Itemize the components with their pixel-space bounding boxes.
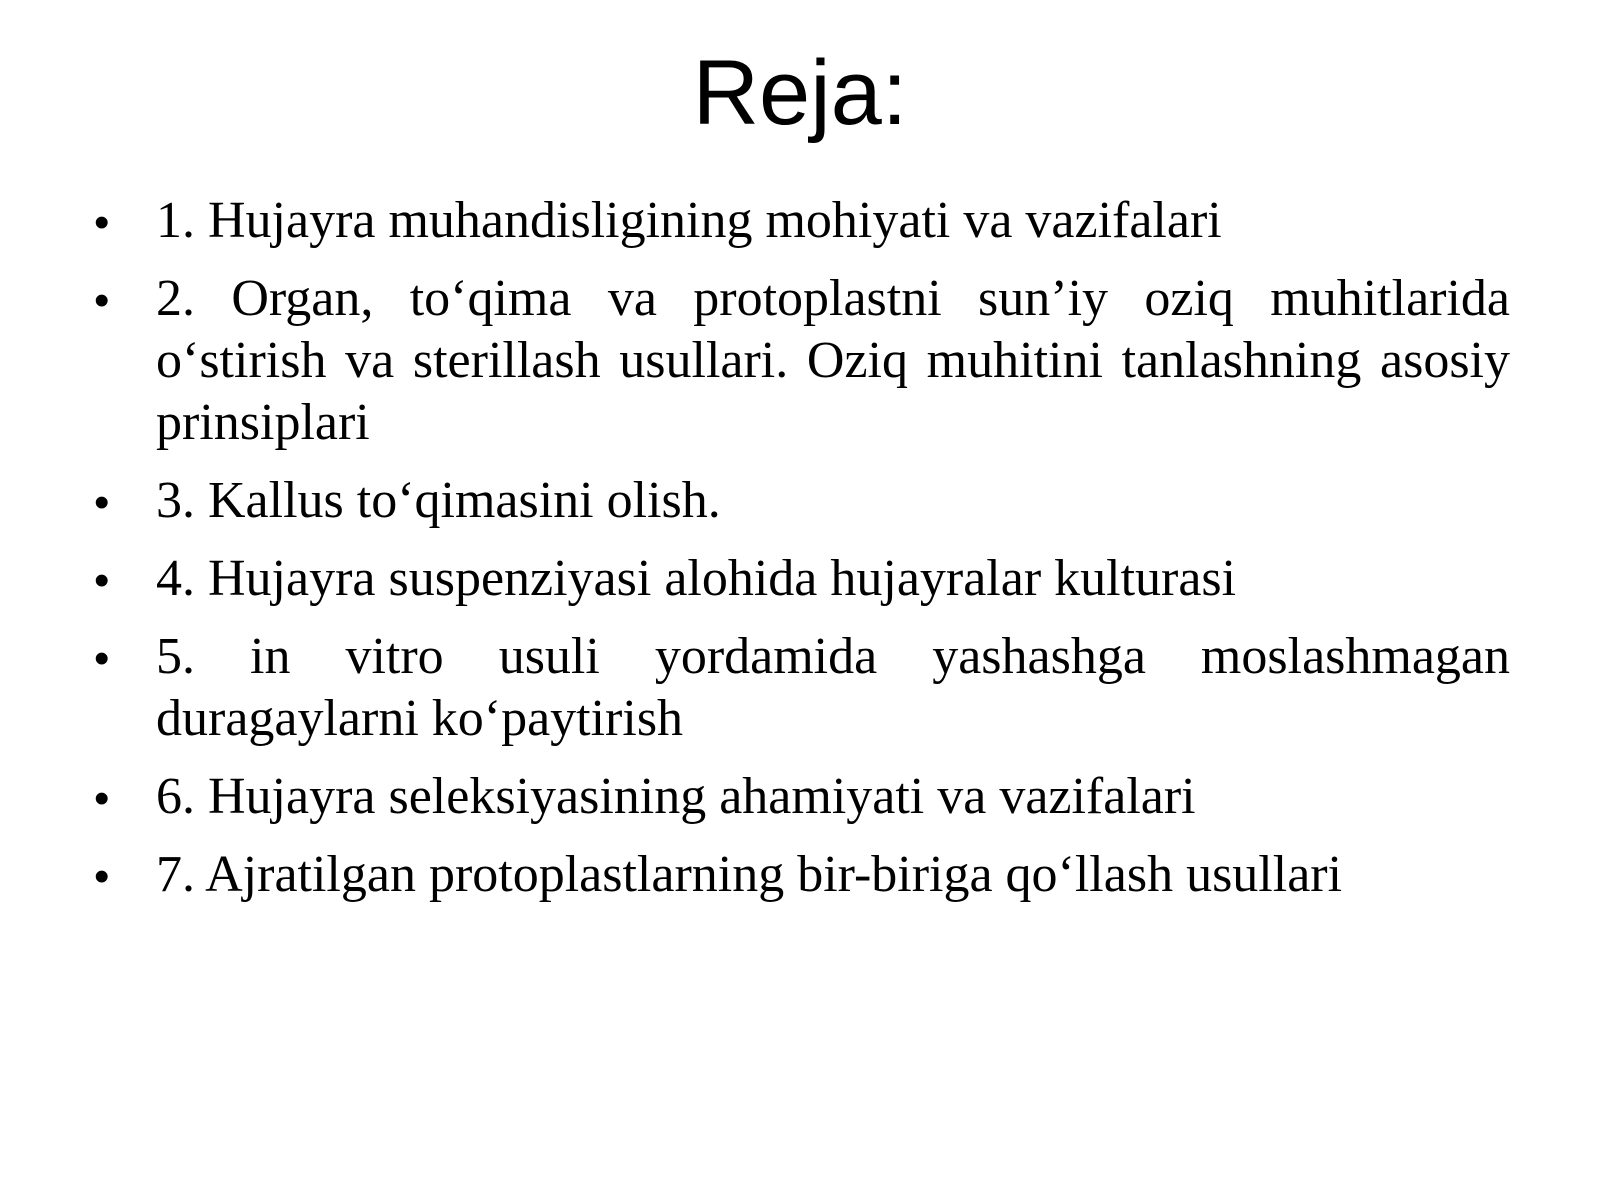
slide-title: Reja: bbox=[692, 42, 908, 144]
bullet-icon: • bbox=[94, 198, 110, 247]
list-item bbox=[90, 766, 1510, 828]
list-item-text: 3. Kallus to‘qimasini olish. bbox=[156, 472, 721, 529]
bullet-icon: • bbox=[94, 478, 110, 527]
list-item bbox=[90, 190, 1510, 252]
list-item bbox=[90, 268, 1510, 454]
list-item-text: 2. Organ, to‘qima va protoplastni sun’iy oziq muhitlarida o‘stirish va sterillash usullari. Oziq muhitini tanlashning asosiy prinsiplari bbox=[156, 270, 1510, 451]
bullet-icon: • bbox=[94, 556, 110, 605]
bullet-icon: • bbox=[94, 634, 110, 683]
bullet-icon: • bbox=[94, 774, 110, 823]
list-item bbox=[90, 470, 1510, 532]
list-item-text: 4. Hujayra suspenziyasi alohida hujayralar kulturasi bbox=[156, 550, 1237, 607]
bullet-icon: • bbox=[94, 276, 110, 325]
list-item-text: 6. Hujayra seleksiyasining ahamiyati va vazifalari bbox=[156, 768, 1196, 825]
list-item-text: 1. Hujayra muhandisligining mohiyati va vazifalari bbox=[156, 192, 1222, 249]
list-item-text: 7. Ajratilgan protoplastlarning bir-biriga qo‘llash usullari bbox=[156, 846, 1343, 903]
list-item bbox=[90, 548, 1510, 610]
list-item bbox=[90, 844, 1510, 906]
list-item bbox=[90, 626, 1510, 750]
list-item-text: 5. in vitro usuli yordamida yashashga moslashmagan duragaylarni ko‘paytirish bbox=[156, 628, 1510, 747]
plan-list bbox=[90, 190, 1510, 922]
bullet-icon: • bbox=[94, 852, 110, 901]
